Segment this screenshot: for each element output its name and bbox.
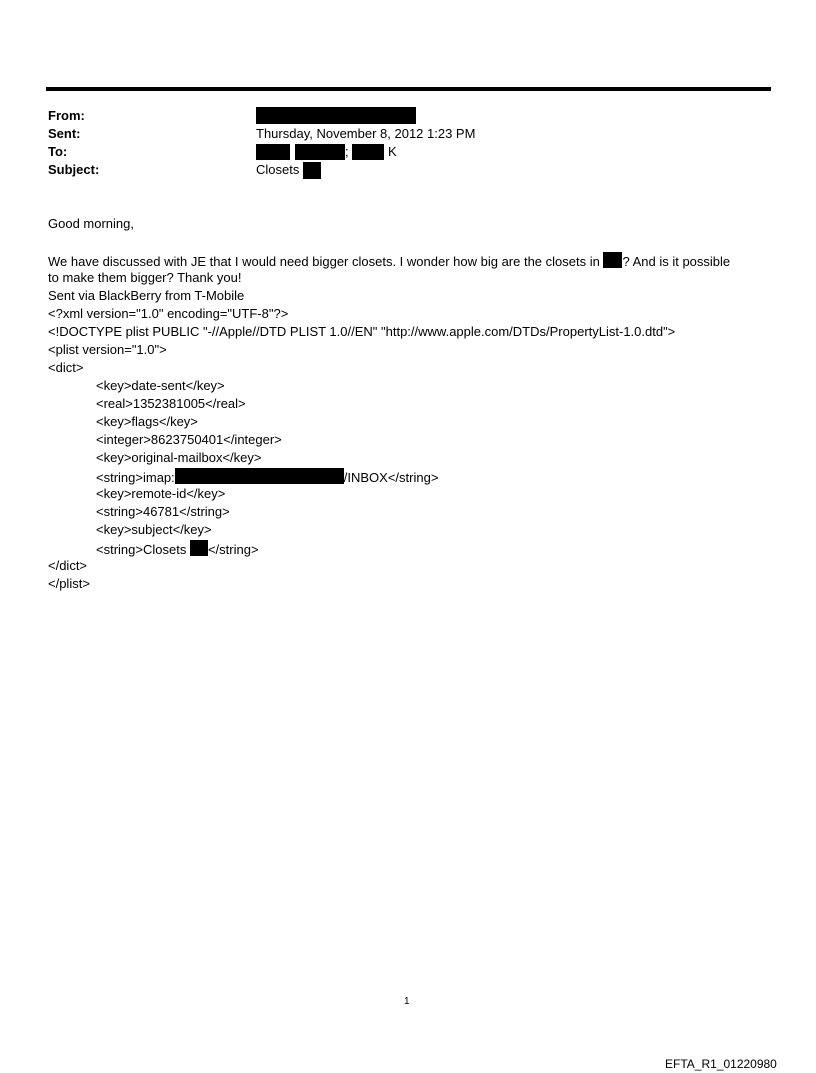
plist-line: <string>46781</string> [96, 504, 230, 519]
from-redaction [256, 107, 416, 124]
from-label: From: [48, 108, 85, 123]
plist-close: </plist> [48, 576, 90, 591]
signature: Sent via BlackBerry from T-Mobile [48, 288, 245, 303]
plist-line: <integer>8623750401</integer> [96, 432, 282, 447]
body-line-2: to make them bigger? Thank you! [48, 270, 242, 285]
body-text-a: We have discussed with JE that I would need bigger closets. I wonder how big are the closets in [48, 254, 600, 269]
subject-prefix: <string>Closets [96, 542, 187, 557]
plist-line: <key>date-sent</key> [96, 378, 225, 393]
dict-close: </dict> [48, 558, 88, 573]
plist-line: <key>remote-id</key> [96, 486, 226, 501]
plist-line: <key>subject</key> [96, 522, 212, 537]
mailbox-suffix: /INBOX</string> [343, 470, 439, 485]
subject-suffix: </string> [207, 542, 259, 557]
header-rule [46, 87, 771, 91]
bates-number: EFTA_R1_01220980 [665, 1057, 777, 1071]
greeting: Good morning, [48, 216, 134, 231]
location-redaction [603, 252, 622, 268]
to-label: To: [48, 144, 68, 159]
mailbox-redaction [175, 468, 344, 484]
subject-value: Closets [256, 162, 300, 177]
plist-line: <key>original-mailbox</key> [96, 450, 262, 465]
page-number: 1 [404, 996, 410, 1007]
subject-string-redaction [190, 540, 208, 556]
subject-redaction [303, 162, 321, 179]
plist-line-subject [96, 540, 259, 557]
plist-line: <key>flags</key> [96, 414, 198, 429]
xml-declaration: <?xml version="1.0" encoding="UTF-8"?> [48, 306, 289, 321]
sent-value: Thursday, November 8, 2012 1:23 PM [256, 126, 476, 141]
plist-line-mailbox [96, 468, 438, 485]
to-redaction-1 [256, 144, 290, 160]
plist-open: <plist version="1.0"> [48, 342, 167, 357]
plist-line: <real>1352381005</real> [96, 396, 246, 411]
to-separator: ; [345, 144, 349, 159]
dict-open: <dict> [48, 360, 84, 375]
doctype-line: <!DOCTYPE plist PUBLIC "-//Apple//DTD PLIST 1.0//EN" "http://www.apple.com/DTDs/PropertyList-1.0.dtd"> [48, 324, 676, 339]
to-redaction-3 [352, 144, 384, 160]
to-suffix: K [388, 144, 397, 159]
sent-label: Sent: [48, 126, 81, 141]
mailbox-prefix: <string>imap: [96, 470, 175, 485]
body-text-b: ? And is it possible [622, 254, 731, 269]
to-redaction-2 [295, 144, 345, 160]
subject-label: Subject: [48, 162, 100, 177]
body-line-1 [48, 252, 730, 269]
